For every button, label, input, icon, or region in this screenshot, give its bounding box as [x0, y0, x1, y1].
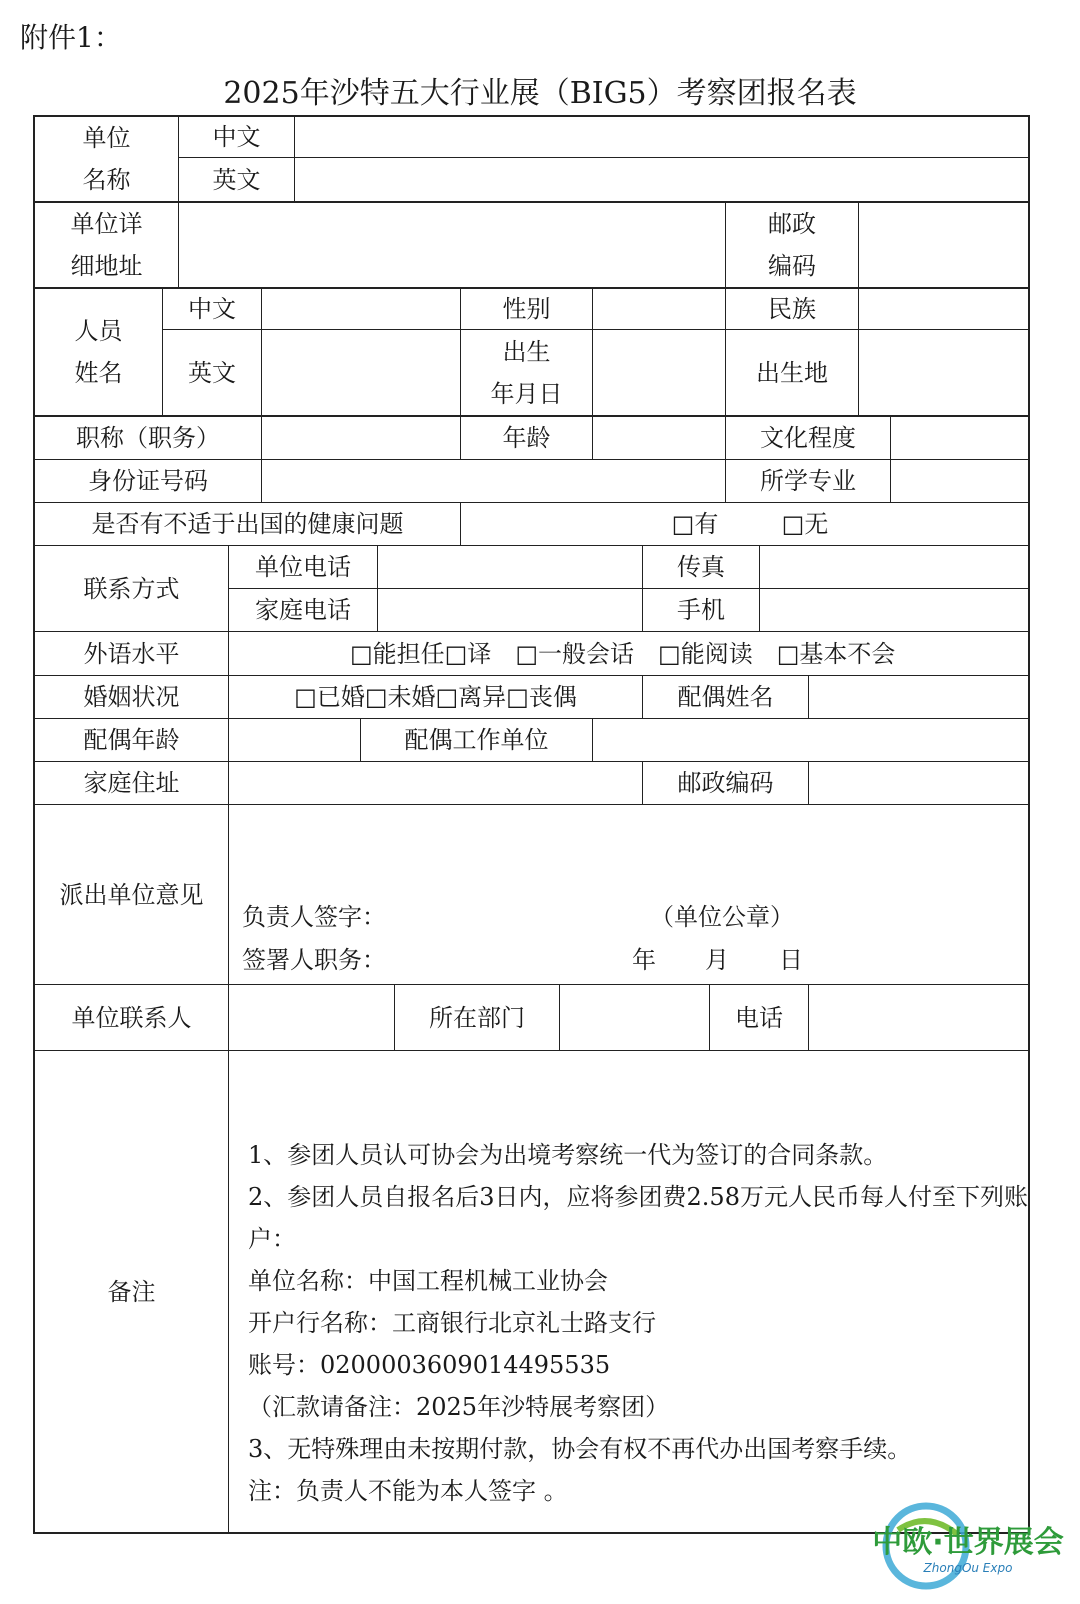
- language-options[interactable]: □能担任□译 □一般会话 □能阅读 □基本不会: [350, 639, 896, 668]
- major-label: 所学专业: [760, 467, 856, 495]
- remarks-line: 账号：0200003609014495535: [248, 1351, 611, 1379]
- fax-field[interactable]: [760, 546, 1028, 588]
- major-field[interactable]: [891, 460, 1028, 502]
- form-title: 2025年沙特五大行业展（BIG5）考察团报名表: [223, 76, 857, 111]
- health-question-label: 是否有不适于出国的健康问题: [91, 510, 404, 538]
- attachment-label: 附件1：: [20, 21, 122, 54]
- job-title-label: 职称（职务）: [76, 424, 220, 452]
- home-postcode-label: 邮政编码: [677, 769, 774, 797]
- home-phone-field[interactable]: [378, 589, 642, 631]
- department-label: 所在部门: [429, 1003, 525, 1032]
- mobile-label: 手机: [677, 596, 725, 624]
- office-phone-label: 单位电话: [255, 553, 351, 581]
- spouse-age-label: 配偶年龄: [83, 726, 180, 754]
- spouse-name-field[interactable]: [809, 676, 1028, 718]
- health-yes-checkbox[interactable]: □有: [671, 510, 719, 538]
- date-month-label: 月: [705, 946, 729, 974]
- address-field[interactable]: [179, 203, 725, 287]
- remarks-line: 2、参团人员自报名后3日内，应将参团费2.58万元人民币每人付至下列账: [248, 1183, 1028, 1211]
- postcode-label-line2: 编码: [768, 252, 816, 280]
- birthplace-label: 出生地: [756, 358, 828, 387]
- unit-contact-label: 单位联系人: [71, 1003, 192, 1032]
- birthdate-field[interactable]: [593, 330, 725, 415]
- person-name-label-line1: 人员: [74, 317, 123, 345]
- gender-label: 性别: [502, 295, 551, 323]
- education-label: 文化程度: [760, 424, 856, 452]
- health-no-checkbox[interactable]: □无: [781, 510, 829, 538]
- home-phone-label: 家庭电话: [255, 596, 351, 624]
- birthdate-label: [461, 330, 592, 415]
- stamp-label: （单位公章）: [650, 903, 794, 931]
- address-label-line2: 细地址: [70, 252, 143, 280]
- age-label: 年龄: [502, 424, 551, 452]
- marital-status-label: 婚姻状况: [83, 683, 180, 711]
- remarks-label: 备注: [107, 1277, 156, 1306]
- remarks-line: 3、无特殊理由未按期付款，协会有权不再代办出国考察手续。: [248, 1435, 912, 1463]
- ethnicity-field[interactable]: [859, 289, 1028, 329]
- language-label: 外语水平: [83, 639, 180, 668]
- remarks-line: 户：: [248, 1225, 296, 1253]
- marital-status-options[interactable]: □已婚□未婚□离异□丧偶: [294, 683, 577, 711]
- person-name-cn-label: 中文: [188, 295, 236, 323]
- spouse-work-field[interactable]: [593, 719, 1028, 761]
- person-name-en-field[interactable]: [262, 330, 460, 415]
- phone-field[interactable]: [809, 985, 1028, 1050]
- fax-label: 传真: [677, 553, 725, 581]
- postcode-label: [726, 203, 858, 287]
- mobile-field[interactable]: [760, 589, 1028, 631]
- signer-title-label: 签署人职务：: [242, 946, 386, 974]
- remarks-line: 单位名称：中国工程机械工业协会: [248, 1267, 608, 1295]
- age-field[interactable]: [593, 417, 725, 459]
- remarks-line: （汇款请备注：2025年沙特展考察团）: [248, 1393, 670, 1421]
- unit-name-cn-label: 中文: [212, 123, 261, 151]
- unit-name-en-field[interactable]: [295, 158, 1028, 201]
- unit-name-label: [35, 117, 178, 201]
- grid-line: [460, 502, 461, 545]
- opinion-label: 派出单位意见: [59, 880, 204, 909]
- remarks-line: 注：负责人不能为本人签字 。: [248, 1477, 568, 1505]
- ethnicity-label: 民族: [768, 295, 816, 323]
- person-name-cn-field[interactable]: [262, 289, 460, 329]
- birthplace-field[interactable]: [859, 330, 1028, 415]
- unit-name-cn-field[interactable]: [295, 117, 1028, 157]
- unit-name-label-line2: 名称: [82, 166, 131, 194]
- unit-name-label-line1: 单位: [82, 124, 131, 152]
- birthdate-label-line1: 出生: [502, 337, 551, 366]
- person-name-label: [35, 289, 162, 415]
- signer-label: 负责人签字：: [242, 903, 386, 931]
- birthdate-label-line2: 年月日: [490, 379, 563, 408]
- unit-name-en-label: 英文: [212, 165, 261, 194]
- home-address-label: 家庭住址: [83, 769, 180, 797]
- home-postcode-field[interactable]: [809, 762, 1028, 804]
- postcode-label-line1: 邮政: [768, 210, 816, 238]
- person-name-en-label: 英文: [188, 358, 236, 387]
- person-name-label-line2: 姓名: [74, 359, 123, 387]
- contact-label: 联系方式: [83, 574, 180, 603]
- id-number-field[interactable]: [262, 460, 725, 502]
- spouse-work-label: 配偶工作单位: [404, 726, 549, 754]
- gender-field[interactable]: [593, 289, 725, 329]
- home-address-field[interactable]: [229, 762, 642, 804]
- remarks-line: 开户行名称：工商银行北京礼士路支行: [248, 1309, 656, 1337]
- address-label-line1: 单位详: [70, 210, 143, 238]
- date-day-label: 日: [779, 946, 803, 974]
- remarks-line: 1、参团人员认可协会为出境考察统一代为签订的合同条款。: [248, 1141, 888, 1169]
- date-year-label: 年: [632, 946, 656, 974]
- zhongou-expo-logo: [868, 1500, 1068, 1600]
- phone-label: 电话: [735, 1003, 783, 1032]
- logo-sub-text: ZhongOu Expo: [923, 1561, 1013, 1575]
- office-phone-field[interactable]: [378, 546, 642, 588]
- spouse-name-label: 配偶姓名: [677, 683, 774, 711]
- address-label: [35, 203, 178, 287]
- unit-contact-field[interactable]: [229, 985, 394, 1050]
- remarks-content: [248, 1134, 1048, 1512]
- logo-brand-text: 中欧·世界展会: [872, 1525, 1064, 1560]
- department-field[interactable]: [560, 985, 709, 1050]
- postcode-field[interactable]: [859, 203, 1028, 287]
- spouse-age-field[interactable]: [229, 719, 360, 761]
- education-field[interactable]: [891, 417, 1028, 459]
- id-number-label: 身份证号码: [88, 467, 208, 495]
- job-title-field[interactable]: [262, 417, 460, 459]
